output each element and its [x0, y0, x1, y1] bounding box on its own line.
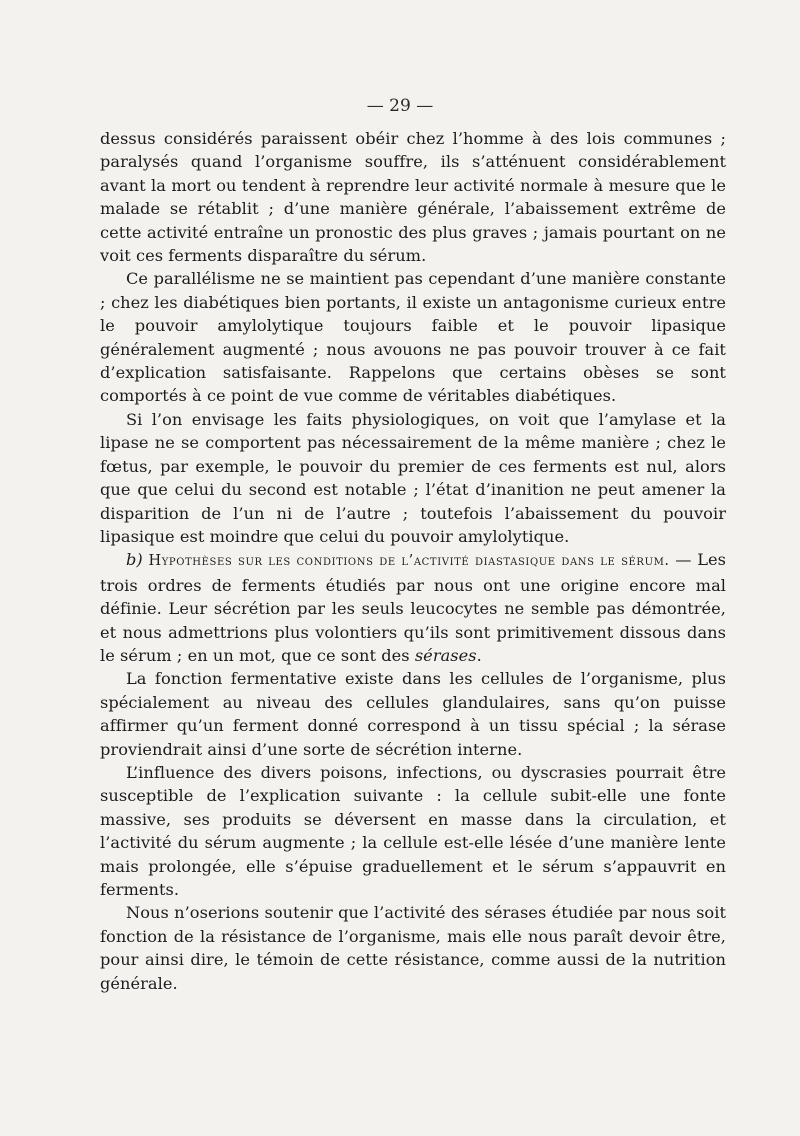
page-number: — 29 —	[366, 96, 434, 116]
body-text	[100, 127, 726, 995]
paragraph-6: L’influence des divers poisons, infections, ou dyscrasies pourrait être susceptible de l’explication suivante : la cellule subit-elle une fonte massive, ses produits se déversent en masse dans la circulation, et l’activité du sérum augmente ; la cellule est-elle lésée d’une manière lente mais prolongée, elle s’épuise graduellement et le sérum s’appauvrit en ferments.	[100, 762, 726, 899]
paragraph-2: Ce parallélisme ne se maintient pas cependant d’une manière constante ; chez les diabétiques bien portants, il existe un antagonisme curieux entre le pouvoir amylolytique toujours faible et le pouvoir lipasique généralement augmenté ; nous avouons ne pas pouvoir trouver à ce fait d’explication satisfaisante. Rappelons que certains obèses se sont comportés à ce point de vue comme de véritables diabétiques.	[100, 269, 726, 406]
paragraph-4-text: — Les trois ordres de ferments étudiés par nous ont une origine encore mal définie. Leur sécrétion par les seuls leucocytes ne semble pas démontrée, et nous admettrions plus volontiers qu’ils sont primitivement dissous dans le sérum ; en un mot, que ce sont des	[100, 550, 726, 665]
paragraph-4-end: .	[476, 645, 482, 665]
paragraph-7: Nous n’oserions soutenir que l’activité des sérases étudiée par nous soit fonction de la résistance de l’organisme, mais elle nous paraît devoir être, pour ainsi dire, le témoin de cette résistance, comme aussi de la nutrition générale.	[100, 903, 726, 993]
section-label: b)	[126, 550, 149, 570]
section-heading: Hypothèses sur les conditions de l’activité diastasique dans le sérum.	[148, 553, 670, 570]
paragraph-5: La fonction fermentative existe dans les cellules de l’organisme, plus spécialement au niveau des cellules glandulaires, sans qu’on puisse affirmer qu’un ferment donné correspond à un tissu spécial ; la sérase proviendrait ainsi d’une sorte de sécrétion interne.	[100, 669, 726, 759]
paragraph-4	[100, 548, 726, 667]
italic-term: sérases	[414, 645, 477, 665]
paragraph-1: dessus considérés paraissent obéir chez l’homme à des lois communes ; paralysés quand l’organisme souffre, ils s’atténuent considérablement avant la mort ou tendent à reprendre leur activité normale à mesure que le malade se rétablit ; d’une manière générale, l’abaissement extrême de cette activité entraîne un pronostic des plus graves ; jamais pourtant on ne voit ces ferments disparaître du sérum.	[100, 129, 726, 266]
paragraph-3: Si l’on envisage les faits physiologiques, on voit que l’amylase et la lipase ne se comportent pas nécessairement de la même manière ; chez le fœtus, par exemple, le pouvoir du premier de ces ferments est nul, alors que que celui du second est notable ; l’état d’inanition ne peut amener la disparition de l’un ni de l’autre ; toutefois l’abaissement du pouvoir lipasique est moindre que celui du pouvoir amylolytique.	[100, 409, 726, 546]
